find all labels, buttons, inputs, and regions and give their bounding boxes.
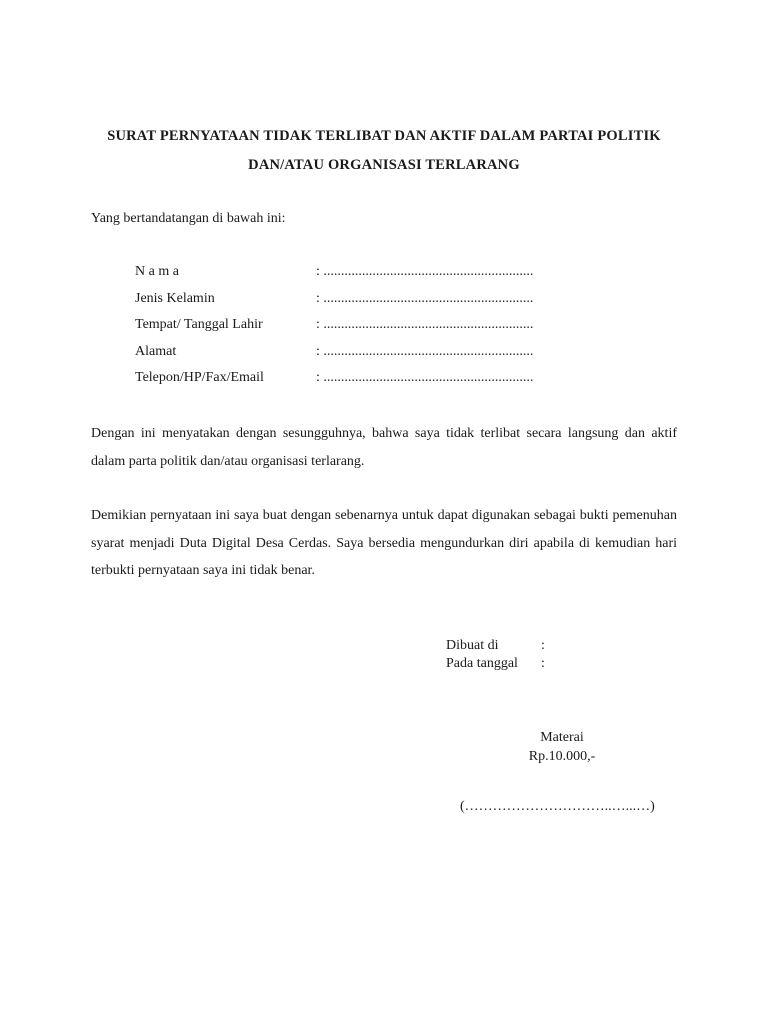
- statement-paragraph: Dengan ini menyatakan dengan sesungguhnya, bahwa saya tidak terlibat secara langsung dan aktif dalam parta politik dan/atau organisasi terlarang.: [91, 426, 677, 469]
- intro-text: Yang bertandatangan di bawah ini:: [91, 211, 286, 226]
- field-label-tempat-tanggal-lahir: Tempat/ Tanggal Lahir: [135, 317, 263, 332]
- stamp-duty-amount: Rp.10.000,-: [528, 749, 596, 764]
- identity-fields: [135, 264, 565, 397]
- place-date-block: [446, 637, 566, 673]
- place-row: [446, 637, 566, 655]
- stamp-duty-label: Materai: [540, 730, 584, 745]
- field-blank-jenis-kelamin: : ............................................................: [316, 290, 534, 306]
- place-label: Dibuat di: [446, 638, 499, 653]
- date-row: [446, 655, 566, 673]
- date-label: Pada tanggal: [446, 656, 518, 671]
- stamp-duty-block: [500, 728, 624, 766]
- field-blank-nama: : ............................................................: [316, 264, 534, 279]
- field-telepon: [135, 370, 565, 397]
- field-label-nama: N a m a: [135, 264, 179, 279]
- field-label-alamat: Alamat: [135, 343, 177, 359]
- field-blank-telepon: : ............................................................: [316, 370, 534, 385]
- field-jenis-kelamin: [135, 291, 565, 318]
- field-label-jenis-kelamin: Jenis Kelamin: [135, 290, 215, 306]
- date-colon: :: [541, 656, 545, 671]
- document-title-line2: DAN/ATAU ORGANISASI TERLARANG: [248, 157, 520, 173]
- field-nama: [135, 264, 565, 291]
- document-title-line1: SURAT PERNYATAAN TIDAK TERLIBAT DAN AKTIF DALAM PARTAI POLITIK: [107, 128, 661, 144]
- place-colon: :: [541, 638, 545, 653]
- field-blank-alamat: : ............................................................: [316, 343, 534, 359]
- field-tempat-tanggal-lahir: [135, 317, 565, 344]
- closing-paragraph: Demikian pernyataan ini saya buat dengan sebenarnya untuk dapat digunakan sebagai bukti pemenuhan syarat menjadi Duta Digital Desa Cerdas. Saya bersedia mengundurkan diri apabila di kemudian hari terbukti pernyataan saya ini tidak benar.: [91, 508, 677, 578]
- field-alamat: [135, 344, 565, 371]
- field-label-telepon: Telepon/HP/Fax/Email: [135, 370, 264, 385]
- field-blank-tempat-tanggal-lahir: : ............................................................: [316, 317, 534, 332]
- signature-line: (…………………………..…...…): [460, 799, 655, 814]
